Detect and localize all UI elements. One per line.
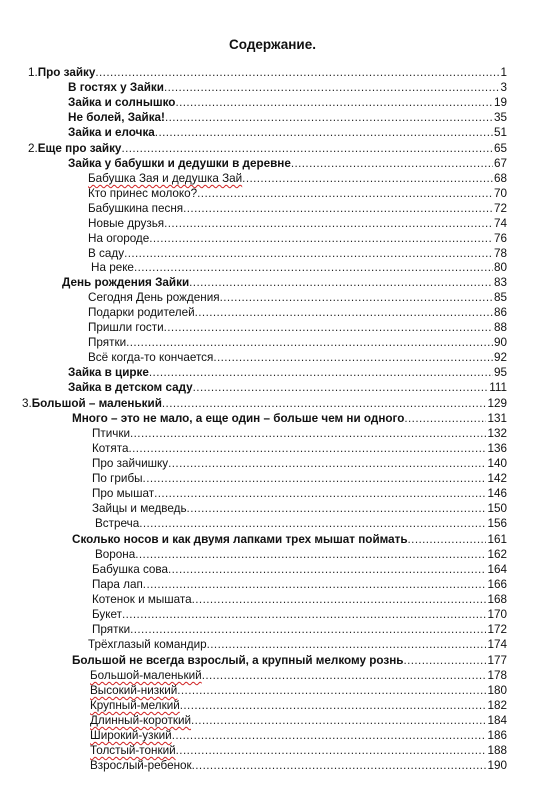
dot-leader [162,396,487,411]
toc-entry-page: 70 [493,187,507,200]
toc-entry-title: Взрослый-ребенок [90,759,192,772]
toc-entry-title: Зайка в детском саду [68,381,193,394]
toc-entry-title: Бабушка Зая и дедушка Зай [88,172,243,185]
toc-entry-page: 3 [500,81,507,94]
toc-entry [28,65,507,80]
toc-entry-page: 186 [487,729,507,742]
toc-entry-title: Про мышат [92,487,155,500]
dot-leader [124,246,493,261]
toc-entry-title: Длинный-короткий [90,714,192,727]
toc-entry-page: 74 [493,217,507,230]
toc-entry [72,653,507,668]
toc-entry-page: 166 [487,578,507,591]
toc-entry [95,516,507,531]
toc-entry-title: Кто принес молоко? [88,187,198,200]
toc-entry [90,683,507,698]
toc-entry [22,396,507,411]
toc-entry-page: 156 [487,517,507,530]
toc-entry-title: Зайка и елочка [68,126,155,139]
dot-leader [202,668,487,683]
toc-entry-page: 164 [487,563,507,576]
toc-entry-title: Котята [92,442,129,455]
dot-leader [191,713,486,728]
toc-entry [92,471,507,486]
dot-leader [404,411,486,426]
dot-leader [164,320,493,335]
dot-leader [176,743,487,758]
toc-entry [88,637,507,652]
toc-entry-title: Много – это не мало, а еще один – больше чем ни одного [72,412,405,425]
toc-entry-title: Широкий-узкий [90,729,172,742]
toc-entry-page: 19 [493,96,507,109]
toc-entry-page: 83 [493,276,507,289]
dot-leader [130,426,486,441]
toc-entry-title: Большой – маленький [31,397,162,410]
toc-entry-page: 131 [487,412,507,425]
dot-leader [122,607,487,622]
toc-entry-title: Большой-маленький [90,669,202,682]
dot-leader [154,486,486,501]
toc-entry-title: Птички [92,427,131,440]
toc-entry-title: Не болей, Зайка! [68,111,165,124]
toc-entry-page: 172 [487,623,507,636]
dot-leader [135,547,486,562]
toc-entry [88,216,507,231]
toc-entry-page: 72 [493,202,507,215]
toc-entry-page: 180 [487,684,507,697]
toc-entry-page: 142 [487,472,507,485]
toc-entry [90,698,507,713]
toc-entry [90,668,507,683]
toc-entry [91,260,507,275]
toc-entry-page: 182 [487,699,507,712]
toc-entry-page: 162 [487,548,507,561]
toc-entry [88,171,507,186]
dot-leader [128,441,486,456]
toc-entry-page: 178 [487,669,507,682]
toc-entry-title: Бабушка сова [92,563,168,576]
toc-entry-title: Еще про зайку [37,142,122,155]
toc-entry [95,547,507,562]
dot-leader [175,95,493,110]
toc-entry [88,350,507,365]
toc-entry-title: Крупный-мелкий [90,699,180,712]
toc-entry-page: 1 [500,66,507,79]
toc-entry [68,95,507,110]
dot-leader [168,562,486,577]
dot-leader [189,275,493,290]
dot-leader [95,65,499,80]
toc-entry-title: Сегодня День рождения [88,291,220,304]
dot-leader [242,171,493,186]
toc-entry-page: 95 [493,366,507,379]
toc-entry-title: Сколько носов и как двумя лапками трех мышат поймать [72,533,408,546]
toc-entry-page: 86 [493,306,507,319]
toc-entry-title: Трёхглазый командир [88,638,207,651]
toc-entry-page: 146 [487,487,507,500]
toc-entry-page: 85 [493,291,507,304]
toc-entry-page: 78 [493,247,507,260]
dot-leader [149,231,493,246]
toc-entry-title: Ворона [95,548,136,561]
toc-entry-title: Бабушкина песня [88,202,184,215]
dot-leader [168,456,486,471]
dot-leader [192,592,487,607]
toc-entry-page: 67 [493,157,507,170]
page-title: Содержание. [229,37,316,52]
toc-entry-title: Большой не всегда взрослый, а крупный мелкому рознь [72,654,404,667]
toc-entry [68,156,507,171]
toc-entry [72,411,507,426]
toc-entry-page: 80 [493,261,507,274]
toc-entry-title: Зайцы и медведь [92,502,187,515]
toc-entry [88,246,507,261]
toc-entry [68,365,507,380]
dot-leader [207,637,487,652]
toc-entry [92,577,507,592]
toc-entry [92,426,507,441]
dot-leader [291,156,493,171]
toc-entry [88,305,507,320]
dot-leader [165,110,493,125]
toc-entry-page: 184 [487,714,507,727]
toc-entry-page: 92 [493,351,507,364]
toc-entry [92,622,507,637]
dot-leader [177,683,486,698]
toc-entry-page: 35 [493,111,507,124]
toc-entry-title: Подарки родителей [88,306,195,319]
dot-leader [149,365,493,380]
dot-leader [134,260,493,275]
toc-entry-title: Пришли гости [88,321,164,334]
dot-leader [408,532,487,547]
toc-entry-title: Зайка и солнышко [68,96,176,109]
toc-entry-title: По грибы [92,472,143,485]
toc-entry [68,80,507,95]
toc-entry-page: 51 [493,126,507,139]
dot-leader [164,216,493,231]
toc-entry-title: Новые друзья [88,217,165,230]
toc-entry-title: День рождения Зайки [62,276,190,289]
toc-entry [62,275,507,290]
toc-entry-title: На реке [91,261,134,274]
toc-entry [90,758,507,773]
toc-entry-title: Зайка в цирке [68,366,149,379]
toc-entry [28,141,507,156]
dot-leader [192,758,487,773]
dot-leader [172,728,487,743]
toc-entry-page: 177 [487,654,507,667]
dot-leader [183,201,493,216]
toc-entry-title: Всё когда-то кончается [88,351,214,364]
toc-entry-title: Толстый-тонкий [90,744,176,757]
toc-entry-page: 76 [493,232,507,245]
toc-entry-page: 136 [487,442,507,455]
toc-entry-page: 68 [493,172,507,185]
toc-entry-page: 90 [493,336,507,349]
dot-leader [164,80,500,95]
toc-entry-number: 2. [28,142,38,155]
toc-entry-title: В саду [88,247,125,260]
toc-entry-page: 190 [487,759,507,772]
dot-leader [195,305,493,320]
toc-entry-page: 111 [489,381,507,394]
toc-entry [68,380,507,395]
dot-leader [143,577,487,592]
toc-entry-title: Прятки [88,336,127,349]
dot-leader [155,125,493,140]
toc-entry [92,501,507,516]
toc-entry-page: 129 [487,397,507,410]
dot-leader [187,501,487,516]
dot-leader [197,186,493,201]
dot-leader [403,653,486,668]
toc-entry-page: 170 [487,608,507,621]
toc-entry [92,562,507,577]
toc-entry [90,713,507,728]
toc-entry [88,231,507,246]
dot-leader [180,698,487,713]
toc-entry-page: 140 [487,457,507,470]
toc-entry-title: Прятки [92,623,131,636]
dot-leader [193,380,489,395]
toc-entry-number: 1. [28,66,38,79]
toc-entry [92,607,507,622]
toc-entry-title: Котенок и мышата [92,593,192,606]
toc-entry-title: Про зайчишку [92,457,169,470]
toc-entry-number: 3. [22,397,32,410]
toc-entry-page: 168 [487,593,507,606]
toc-entry [88,320,507,335]
toc-entry-title: Пара лап [92,578,143,591]
toc-entry-title: В гостях у Зайки [68,81,164,94]
toc-entry-page: 65 [493,142,507,155]
toc-entry-title: Букет [92,608,122,621]
toc-entry-title: На огороде [88,232,150,245]
toc-entry-page: 174 [487,638,507,651]
toc-entry [88,201,507,216]
toc-entry [92,441,507,456]
dot-leader [213,350,493,365]
toc-entry-page: 161 [487,533,507,546]
dot-leader [220,290,493,305]
toc-entry-page: 132 [487,427,507,440]
toc-entry [68,110,507,125]
toc-entry [88,290,507,305]
dot-leader [121,141,493,156]
toc-entry [92,592,507,607]
toc-entry-page: 188 [487,744,507,757]
dot-leader [130,622,486,637]
dot-leader [126,335,493,350]
toc-entry [68,125,507,140]
toc-entry [92,486,507,501]
toc-entry-title: Высокий-низкий [90,684,178,697]
toc-entry-title: Встреча [95,517,140,530]
dot-leader [139,516,486,531]
toc-entry [88,335,507,350]
dot-leader [143,471,487,486]
toc-entry [88,186,507,201]
toc-entry-page: 150 [487,502,507,515]
toc-entry-page: 88 [493,321,507,334]
toc-entry [92,456,507,471]
toc-entry [90,728,507,743]
toc-entry-title: Зайка у бабушки и дедушки в деревне [68,157,291,170]
toc-entry [90,743,507,758]
toc-entry-title: Про зайку [37,66,96,79]
toc-entry [72,532,507,547]
